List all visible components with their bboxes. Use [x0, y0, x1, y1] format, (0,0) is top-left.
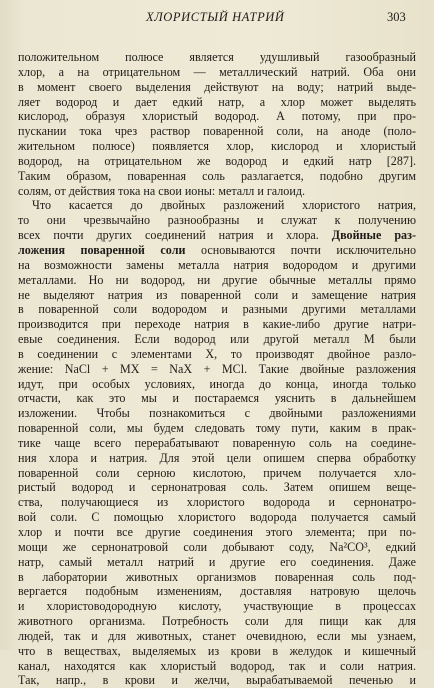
text-line: хлор и почти все другие соединения этого элемента; при по- — [18, 525, 416, 539]
text-line: водород, на отрицательном же водород и едкий натр [287]. — [18, 153, 416, 168]
text-line: людей, так и для животных, станет очевидною, если мы узнаем, — [18, 628, 416, 643]
text-line: пускании тока чрез раствор поваренной соли, на аноде (поло- — [18, 124, 416, 139]
text-segment: основываются почти исключительно — [201, 242, 416, 257]
text-line: Таким образом, поваренная соль разлагается, подобно другим — [18, 168, 416, 183]
text-line: ния хлора и натрия. Для этой цели опишем сперва обработку — [18, 450, 416, 465]
bold-term: Двойные раз- — [331, 228, 416, 243]
text-line: что в веществах, выделяемых из крови в желудок и кишечный — [18, 643, 416, 658]
text-line: Так, напр., в крови и желчи, вырабатываемой печенью и — [18, 673, 416, 688]
text-line: положительном полюсе является удушливый газообразный — [18, 50, 416, 64]
text-line: то они чрезвычайно разнообразны и служат к получению — [18, 213, 416, 228]
text-line: евые соединения. Если водород или другой металл М были — [18, 332, 416, 347]
body-text — [18, 50, 416, 688]
text-line: и хлористоводородную кислоту, участвующие в процессах — [18, 599, 416, 614]
text-line: поваренной соли, мы будем следовать тому пути, каким в прак- — [18, 421, 416, 436]
bold-term: ложения поваренной соли — [18, 242, 186, 257]
text-line: производится при переходе натрия в какие-либо другие натри- — [18, 317, 416, 332]
text-line: хлор, а на отрицательном — металлический натрий. Оба они — [18, 64, 416, 79]
text-segment: всех почти других соединений натрия и хлора. — [18, 228, 319, 243]
text-line: Что касается до двойных разложений хлористого натрия, — [32, 198, 416, 213]
text-line: вой соли. С помощью хлористого водорода получается самый — [18, 510, 416, 525]
text-line — [18, 243, 416, 258]
page-header — [0, 6, 434, 28]
text-line: кислород, образуя хлористый водород. А потому, при про- — [18, 109, 416, 124]
text-line: ляет водород и дает едкий натр, а хлор может выделять — [18, 94, 416, 109]
text-line: идут, при особых условиях, иногда до конца, иногда только — [18, 376, 416, 391]
text-line: в соединении с элементами X, то производят двойное разло- — [18, 346, 416, 361]
text-line: вергается подобным изменениям, доставляя натровую щелочь — [18, 584, 416, 599]
text-line: натр, самый металл натрий и другие его соединения. Даже — [18, 554, 416, 569]
text-line: в лаборатории животных организмов поваренная соль под- — [18, 569, 416, 584]
text-line: ристый водород и сернонатровая соль. Затем опишем веще- — [18, 480, 416, 495]
paragraph-1 — [18, 50, 416, 198]
text-line: животного организма. Потребность соли для пищи как для — [18, 614, 416, 629]
text-line: жение: NaCl + MX = NaX + MCl. Такие двойные разложения — [18, 361, 416, 376]
text-line: отчасти, как это мы и постараемся уяснить в дальнейшем — [18, 391, 416, 406]
text-line: не выделяют натрия из поваренной соли и замещение натрия — [18, 287, 416, 302]
page-number: 303 — [387, 10, 406, 24]
text-line: изложении. Чтобы познакомиться с двойными разложениями — [18, 406, 416, 421]
text-line: металлами. Но ни водород, ни другие обычные металлы прямо — [18, 272, 416, 287]
text-line: мощи же сернонатровой соли добывают соду, Na²CO³, едкий — [18, 539, 416, 554]
text-line: тике чаще всего перерабатывают поваренную соль на соедине- — [18, 435, 416, 450]
text-line: в момент своего выделения действуют на воду; натрий выде- — [18, 79, 416, 94]
text-line: канал, находятся как хлористый водород, так и соли натрия. — [18, 658, 416, 673]
paragraph-2 — [18, 198, 416, 688]
text-line — [18, 228, 416, 243]
text-line: жительном полюсе) появляется хлор, кислород и хлористый — [18, 139, 416, 154]
text-line: солям, от действия тока на свои ионы: металл и галоид. — [18, 183, 306, 198]
running-title: ХЛОРИСТЫЙ НАТРИЙ — [146, 10, 285, 24]
text-line: в поваренной соли водородом и разными другими металлами — [18, 302, 416, 317]
text-line: на возможности замены металла натрия водородом и другими — [18, 257, 416, 272]
text-line: поваренной соли серною кислотою, причем получается хло- — [18, 465, 416, 480]
text-line: ства, получающиеся из хлористого водорода и сернонатро- — [18, 495, 416, 510]
